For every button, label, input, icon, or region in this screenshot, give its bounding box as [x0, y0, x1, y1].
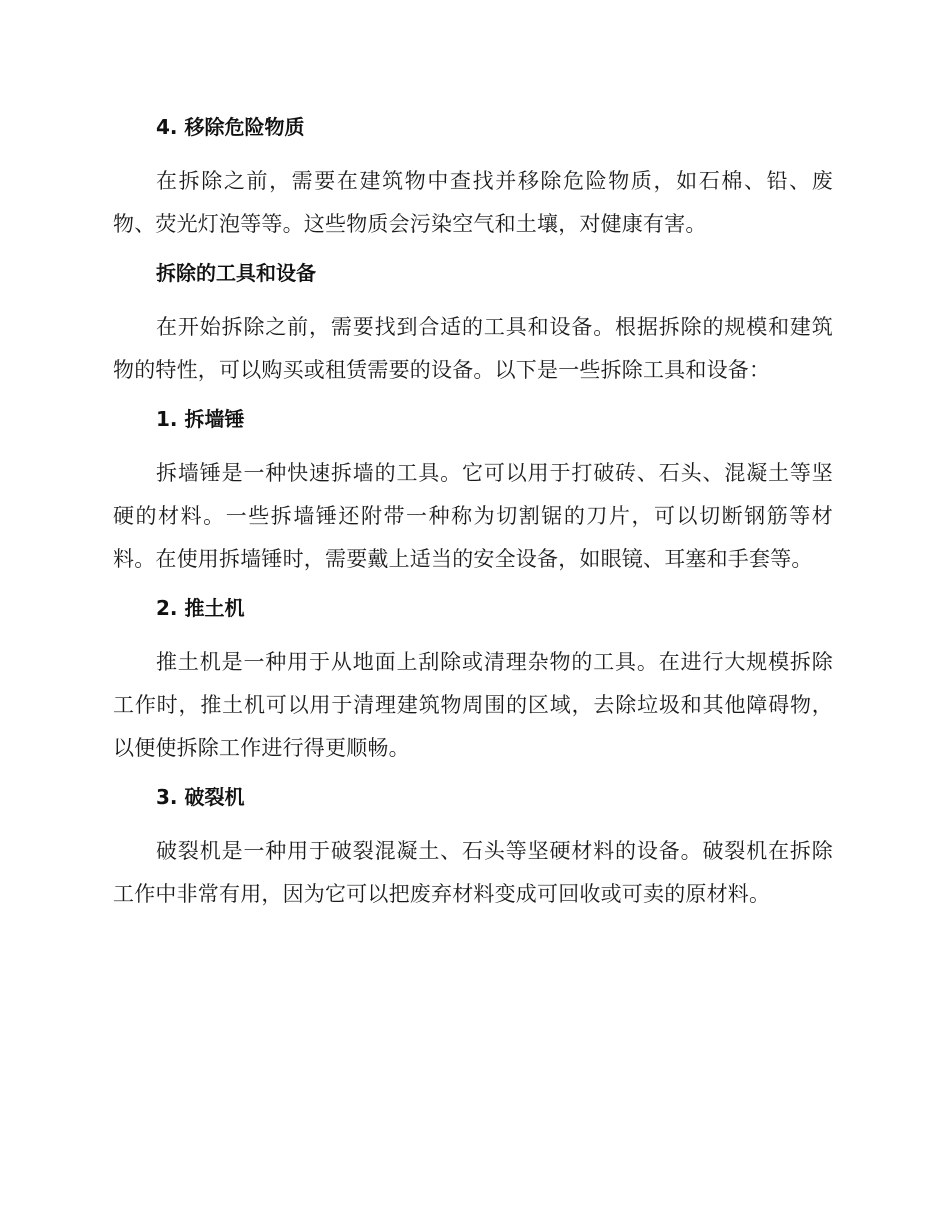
document-body	[113, 108, 833, 924]
section-heading-remove-hazardous-materials: 4. 移除危险物质	[156, 115, 305, 139]
section-paragraph-bulldozer: 推土机是一种用于从地面上刮除或清理杂物的工具。在进行大规模拆除工作时，推土机可以用于清理建筑物周围的区域，去除垃圾和其他障碍物，以便使拆除工作进行得更顺畅。	[113, 650, 833, 760]
section-paragraph-remove-hazardous-materials: 在拆除之前，需要在建筑物中查找并移除危险物质，如石棉、铅、废物、荧光灯泡等等。这些物质会污染空气和土壤，对健康有害。	[113, 169, 833, 236]
section-heading-demolition-hammer: 1. 拆墙锤	[156, 407, 245, 431]
section-paragraph-demolition-hammer: 拆墙锤是一种快速拆墙的工具。它可以用于打破砖、石头、混凝土等坚硬的材料。一些拆墙锤还附带一种称为切割锯的刀片，可以切断钢筋等材料。在使用拆墙锤时，需要戴上适当的安全设备，如眼镜、耳塞和手套等。	[113, 461, 833, 571]
section-paragraph-breaker: 破裂机是一种用于破裂混凝土、石头等坚硬材料的设备。破裂机在拆除工作中非常有用，因为它可以把废弃材料变成可回收或可卖的原材料。	[113, 839, 833, 906]
section-heading-breaker: 3. 破裂机	[156, 785, 245, 809]
section-heading-tools-and-equipment: 拆除的工具和设备	[156, 261, 316, 285]
section-paragraph-tools-and-equipment: 在开始拆除之前，需要找到合适的工具和设备。根据拆除的规模和建筑物的特性，可以购买或租赁需要的设备。以下是一些拆除工具和设备：	[113, 315, 833, 382]
section-heading-bulldozer: 2. 推土机	[156, 596, 245, 620]
